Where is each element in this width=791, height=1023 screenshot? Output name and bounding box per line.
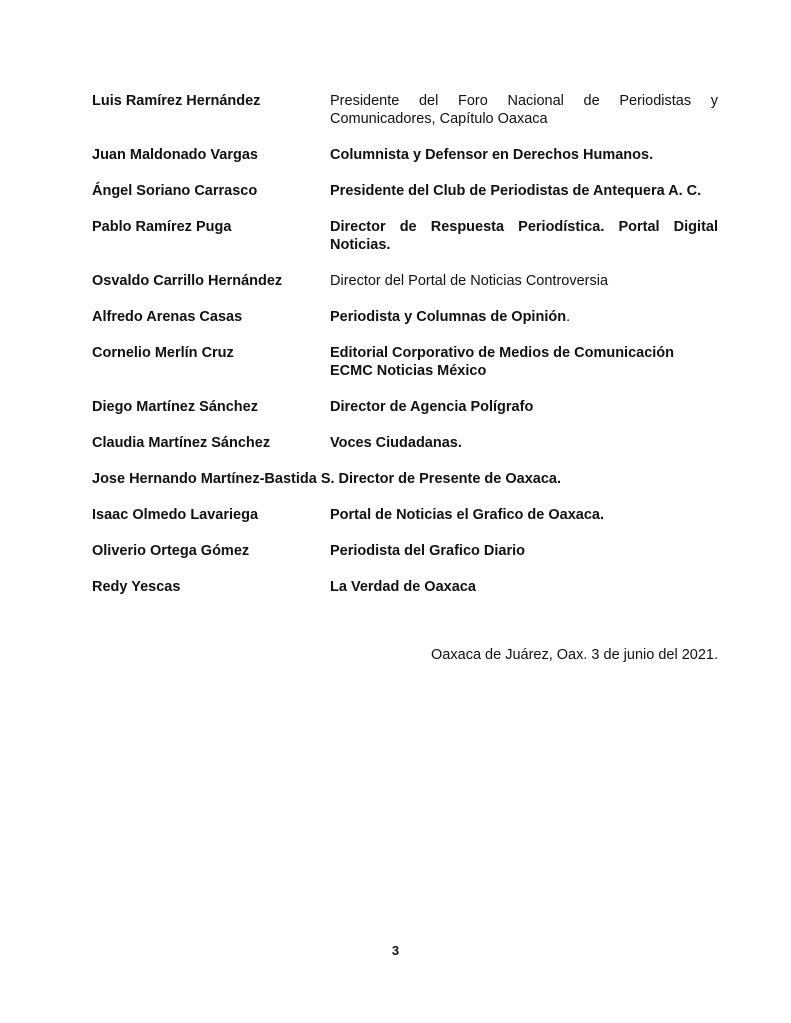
signatory-role [330,308,718,326]
signatory-row [92,92,718,128]
signatory-role: Director de Agencia Polígrafo [330,399,534,415]
signatory-name: Ángel Soriano Carrasco [92,183,258,199]
signatory-role: Periodista del Grafico Diario [330,543,525,559]
signatory-row [92,182,718,200]
signatories-list [92,92,718,614]
signatory-row [92,506,718,524]
signatory-row [92,434,718,452]
signatory-name: Pablo Ramírez Puga [92,219,232,235]
signatory-name: Osvaldo Carrillo Hernández [92,273,283,289]
signatory-name: Juan Maldonado Vargas [92,147,258,163]
signatory-row [92,272,718,290]
signatory-row [92,218,718,254]
signatory-role-text: Periodista y Columnas de Opinión [330,309,567,325]
signatory-name: Claudia Martínez Sánchez [92,435,271,451]
signatory-role: Director del Portal de Noticias Controversia [330,273,609,289]
signatory-role-suffix: . [566,309,571,325]
signatory-name: Luis Ramírez Hernández [92,93,261,109]
signatory-row [92,398,718,416]
signatory-role: Columnista y Defensor en Derechos Humanos. [330,147,654,163]
signatory-role: Director de Respuesta Periodística. Portal Digital Noticias. [330,219,718,253]
place-and-date: Oaxaca de Juárez, Oax. 3 de junio del 2021. [431,647,718,663]
signatory-name: Isaac Olmedo Lavariega [92,507,259,523]
signatory-role: Presidente del Foro Nacional de Periodistas y Comunicadores, Capítulo Oaxaca [330,93,718,127]
signatory-row [92,146,718,164]
signatory-full-line: Jose Hernando Martínez-Bastida S. Director de Presente de Oaxaca. [92,471,561,487]
signatory-role: Portal de Noticias el Grafico de Oaxaca. [330,507,604,523]
signatory-role: La Verdad de Oaxaca [330,579,476,595]
signatory-row [92,308,718,326]
signatory-name: Diego Martínez Sánchez [92,399,258,415]
signatory-name: Redy Yescas [92,579,181,595]
signatory-row [92,542,718,560]
signatory-name: Alfredo Arenas Casas [92,309,243,325]
signatory-role: Presidente del Club de Periodistas de Antequera A. C. [330,183,702,199]
signatory-role: Editorial Corporativo de Medios de Comunicación ECMC Noticias México [330,345,675,379]
signatory-row [92,344,718,380]
page-number: 3 [391,943,400,958]
signatory-name: Oliverio Ortega Gómez [92,543,250,559]
signatory-name: Cornelio Merlín Cruz [92,345,234,361]
signatory-row [92,470,718,488]
signatory-role: Voces Ciudadanas. [330,435,462,451]
signatory-row [92,578,718,596]
